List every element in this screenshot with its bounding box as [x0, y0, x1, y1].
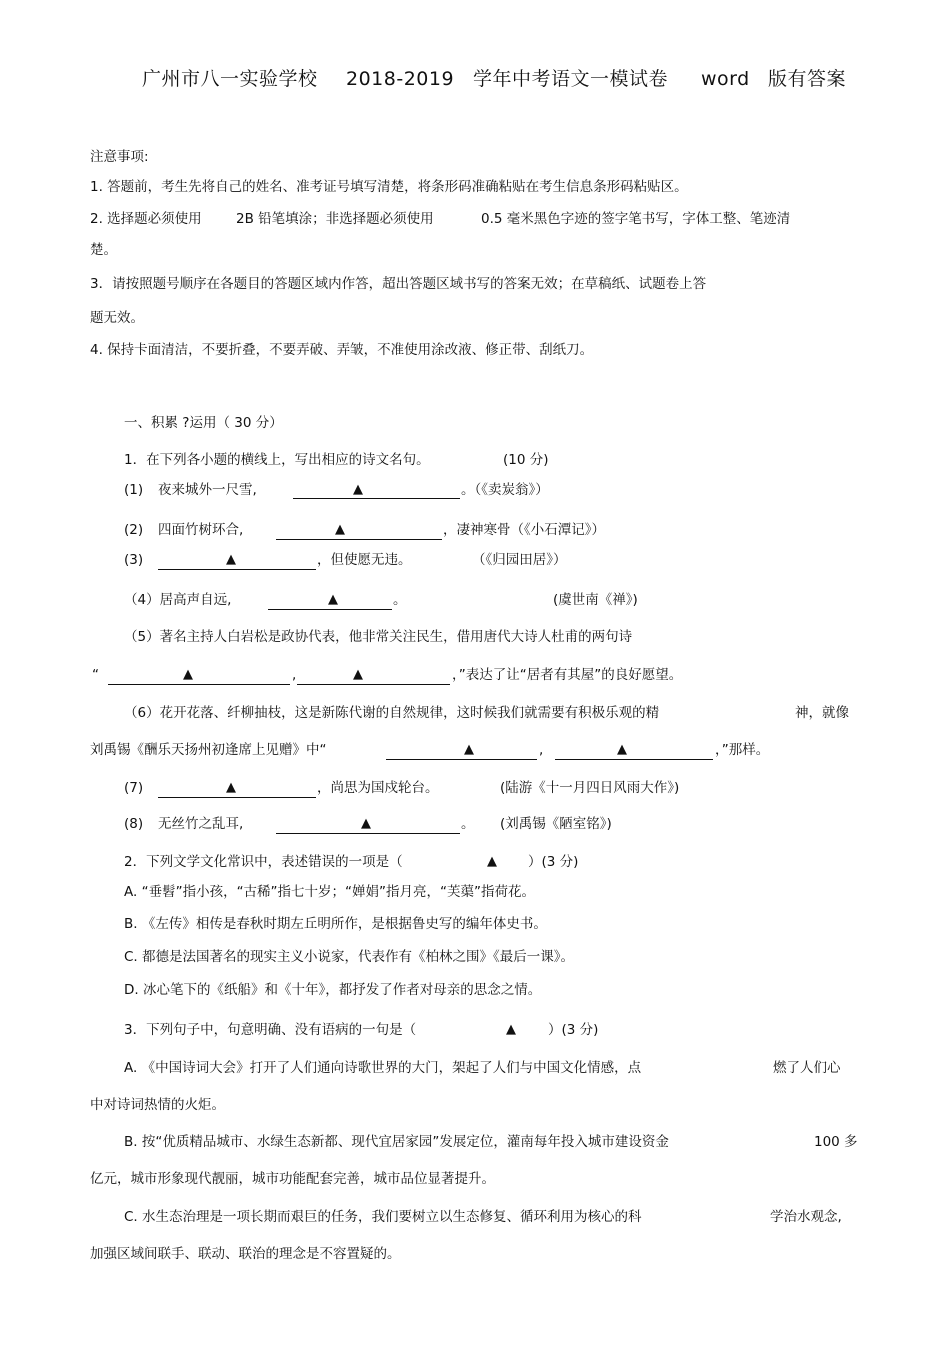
q1-stem: 1．在下列各小题的横线上，写出相应的诗文名句。	[124, 452, 430, 468]
notice-line-2b: 2B 铅笔填涂；非选择题必须使用	[236, 211, 434, 227]
q2-answer-marker[interactable]: ▲	[487, 854, 497, 869]
answer-blank-7[interactable]	[158, 797, 316, 798]
title-part-2: 2018-2019	[346, 68, 455, 90]
q2-stem: 2．下列文学文化常识中，表述错误的一项是（	[124, 854, 403, 870]
title-part-1: 广州市八一实验学校	[142, 68, 318, 90]
title-part-5: 版有答案	[768, 68, 847, 90]
q1-item-3-source: （《归园田居》）	[472, 552, 567, 568]
q1-item-5-line-1: （5）著名主持人白岩松是政协代表，他非常关注民生，借用唐代大诗人杜甫的两句诗	[124, 629, 633, 645]
q1-item-7-prompt: ，尚思为国戍轮台。	[317, 780, 439, 796]
notice-line-3b: 题无效。	[90, 310, 144, 326]
q1-item-3-number: (3)	[124, 552, 144, 568]
q1-item-5-end: ，”表达了让“居者有其屋”的良好愿望。	[452, 667, 683, 683]
q1-item-2-prompt: 四面竹树环合,	[158, 522, 244, 538]
answer-blank-1[interactable]	[293, 498, 460, 499]
q2-option-b: B. 《左传》相传是春秋时期左丘明所作，是根据鲁史写的编年体史书。	[124, 916, 547, 932]
q1-item-5-comma: ,	[292, 667, 297, 683]
blank-marker-6b: ▲	[617, 742, 627, 757]
blank-marker-5b: ▲	[353, 667, 363, 682]
q3-stem: 3．下列句子中，句意明确、没有语病的一句是（	[124, 1022, 417, 1038]
q1-item-4-prompt: （4）居高声自远,	[124, 592, 232, 608]
q3-option-c-line-2: 加强区域间联手、联动、联治的理念是不容置疑的。	[90, 1246, 401, 1262]
q1-item-4-source: (虞世南《禅》)	[553, 592, 638, 608]
q1-item-8-number: (8)	[124, 816, 144, 832]
notice-line-2c: 0.5 毫米黑色字迹的签字笔书写，字体工整、笔迹清	[481, 211, 791, 227]
answer-blank-6a[interactable]	[386, 759, 537, 760]
q1-item-1-prompt: 夜来城外一尺雪,	[158, 482, 257, 498]
q2-score: ）(3 分)	[528, 854, 579, 870]
answer-blank-5a[interactable]	[108, 684, 290, 685]
q3-option-c-line-1: C. 水生态治理是一项长期而艰巨的任务，我们要树立以生态修复、循环利用为核心的科	[124, 1209, 642, 1225]
notice-heading: 注意事项:	[90, 149, 149, 165]
q1-item-6-line-2: 刘禹锡《酬乐天扬州初逢席上见赠》中“	[90, 742, 327, 758]
q3-option-a-line-1-end: 燃了人们心	[773, 1060, 841, 1076]
answer-blank-5b[interactable]	[297, 684, 450, 685]
q1-item-4-end: 。	[393, 592, 407, 608]
q1-item-6-comma: ,	[539, 742, 544, 758]
title-part-4: word	[701, 68, 750, 90]
q2-option-c: C. 都德是法国著名的现实主义小说家，代表作有《柏林之围》《最后一课》。	[124, 949, 575, 965]
blank-marker-5a: ▲	[183, 667, 193, 682]
notice-line-3a: 3．请按照题号顺序在各题目的答题区域内作答，超出答题区域书写的答案无效；在草稿纸、试题卷上答	[90, 276, 707, 292]
answer-blank-8[interactable]	[276, 833, 460, 834]
notice-line-4: 4. 保持卡面清洁，不要折叠，不要弄破、弄皱，不准使用涂改液、修正带、刮纸刀。	[90, 342, 594, 358]
notice-line-1: 1. 答题前，考生先将自己的姓名、准考证号填写清楚，将条形码准确粘贴在考生信息条形码粘贴区。	[90, 179, 688, 195]
q3-score: ）(3 分)	[548, 1022, 599, 1038]
q1-item-7-source: (陆游《十一月四日风雨大作》)	[500, 780, 680, 796]
blank-marker-6a: ▲	[464, 742, 474, 757]
blank-marker-7: ▲	[226, 780, 236, 795]
q1-item-2-source: ，凄神寒骨（《小石潭记》）	[443, 522, 605, 538]
title-part-3: 学年中考语文一模试卷	[473, 68, 669, 90]
q1-item-2-number: (2)	[124, 522, 144, 538]
answer-blank-6b[interactable]	[555, 759, 713, 760]
q1-item-5-open-quote: “	[92, 667, 99, 683]
blank-marker-3: ▲	[226, 552, 236, 567]
q1-item-1-source: 。（《卖炭翁》）	[461, 482, 549, 498]
q3-option-b-line-1-end: 100 多	[814, 1134, 858, 1150]
q1-item-3-prompt: ，但使愿无违。	[317, 552, 412, 568]
blank-marker-2: ▲	[335, 522, 345, 537]
answer-blank-4[interactable]	[268, 609, 392, 610]
q1-item-6-end: ，”那样。	[715, 742, 770, 758]
answer-blank-3[interactable]	[158, 569, 316, 570]
q1-item-8-prompt: 无丝竹之乱耳,	[158, 816, 244, 832]
q1-item-6-line-1: （6）花开花落、纤柳抽枝，这是新陈代谢的自然规律，这时候我们就需要有积极乐观的精	[124, 705, 660, 721]
q1-item-6-line-1-end: 神，就像	[795, 705, 849, 721]
q3-option-c-line-1-end: 学治水观念,	[770, 1209, 842, 1225]
q1-item-7-number: (7)	[124, 780, 144, 796]
q2-option-a: A. “垂髫”指小孩，“古稀”指七十岁；“婵娟”指月亮，“芙蕖”指荷花。	[124, 884, 536, 900]
blank-marker-4: ▲	[328, 592, 338, 607]
q3-option-a-line-2: 中对诗词热情的火炬。	[90, 1097, 225, 1113]
q3-answer-marker[interactable]: ▲	[506, 1022, 516, 1037]
answer-blank-2[interactable]	[276, 539, 442, 540]
q1-item-1-number: (1)	[124, 482, 144, 498]
q3-option-a-line-1: A. 《中国诗词大会》打开了人们通向诗歌世界的大门，架起了人们与中国文化情感，点	[124, 1060, 642, 1076]
blank-marker-8: ▲	[361, 816, 371, 831]
q3-option-b-line-2: 亿元，城市形象现代靓丽，城市功能配套完善，城市品位显著提升。	[90, 1171, 495, 1187]
q1-score: (10 分)	[503, 452, 549, 468]
section-heading: 一、积累 ?运用（ 30 分）	[124, 415, 283, 431]
q1-item-8-end: 。	[461, 816, 475, 832]
q1-item-8-source: (刘禹锡《陋室铭》)	[500, 816, 612, 832]
notice-line-2d: 楚。	[90, 242, 117, 258]
blank-marker-1: ▲	[353, 482, 363, 497]
q2-option-d: D. 冰心笔下的《纸船》和《十年》，都抒发了作者对母亲的思念之情。	[124, 982, 542, 998]
q3-option-b-line-1: B. 按“优质精品城市、水绿生态新都、现代宜居家园”发展定位，灌南每年投入城市建设资金	[124, 1134, 669, 1150]
notice-line-2a: 2. 选择题必须使用	[90, 211, 202, 227]
